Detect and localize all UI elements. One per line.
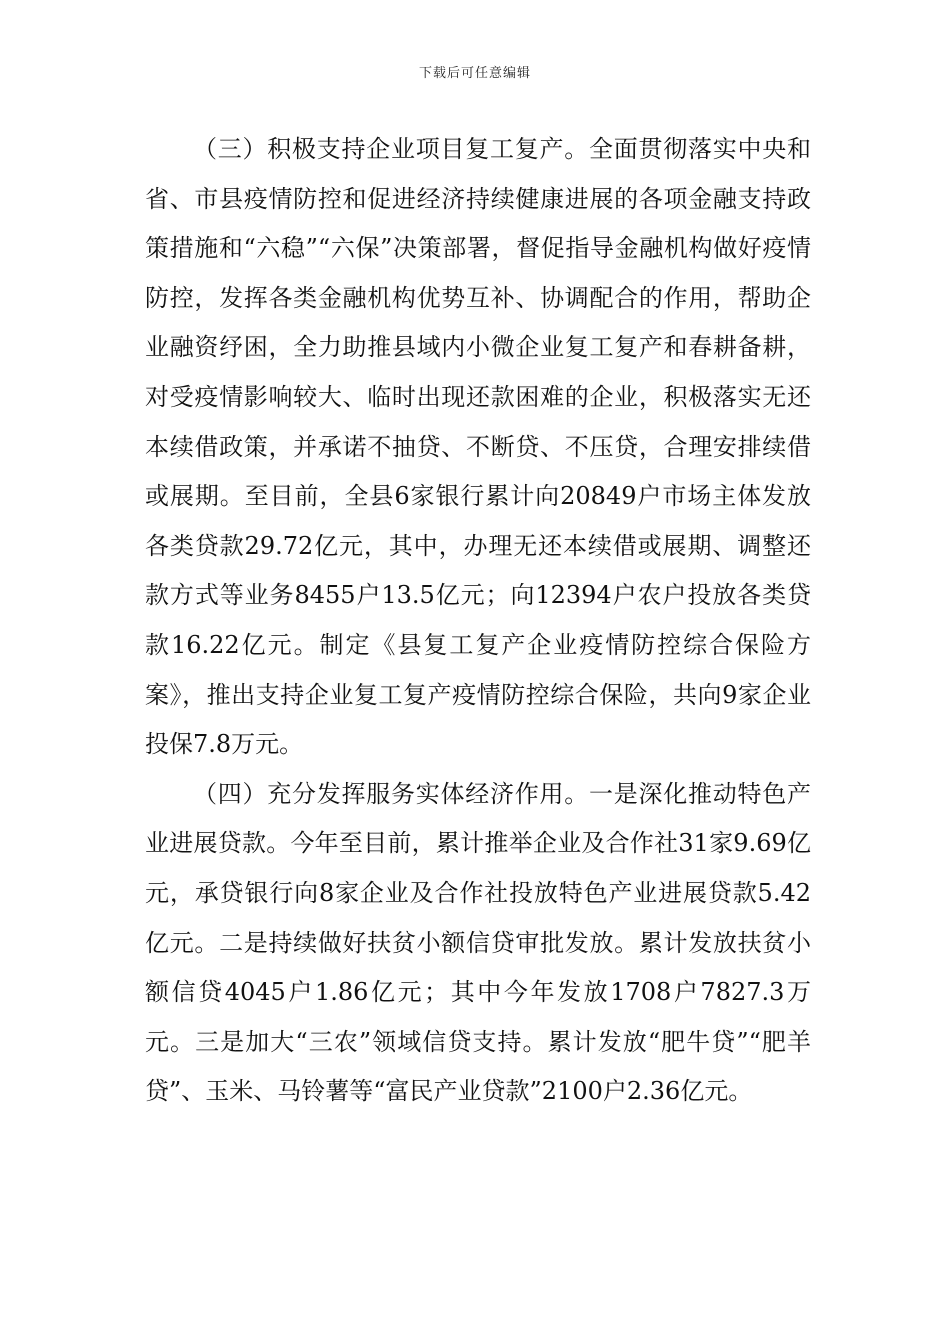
paragraph-section-four: （四）充分发挥服务实体经济作用。一是深化推动特色产业进展贷款。今年至目前，累计推举企业及合作社31家9.69亿元，承贷银行向8家企业及合作社投放特色产业进展贷款5.42亿元。二是持续做好扶贫小额信贷审批发放。累计发放扶贫小额信贷4045户1.86亿元；其中今年发放1708户7827.3万元。三是加大“三农”领域信贷支持。累计发放“肥牛贷”“肥羊贷”、玉米、马铃薯等“富民产业贷款”2100户2.36亿元。 xyxy=(145,779,811,1106)
paragraph-section-three: （三）积极支持企业项目复工复产。全面贯彻落实中央和省、市县疫情防控和促进经济持续健康进展的各项金融支持政策措施和“六稳”“六保”决策部署，督促指导金融机构做好疫情防控，发挥各类金融机构优势互补、协调配合的作用，帮助企业融资纾困，全力助推县域内小微企业复工复产和春耕备耕，对受疫情影响较大、临时出现还款困难的企业，积极落实无还本续借政策，并承诺不抽贷、不断贷、不压贷，合理安排续借或展期。至目前，全县6家银行累计向20849户市场主体发放各类贷款29.72亿元，其中，办理无还本续借或展期、调整还款方式等业务8455户13.5亿元；向12394户农户投放各类贷款16.22亿元。制定《县复工复产企业疫情防控综合保险方案》，推出支持企业复工复产疫情防控综合保险，共向9家企业投保7.8万元。 xyxy=(145,135,811,759)
page-header-note: 下载后可任意编辑 xyxy=(418,66,531,81)
document-body xyxy=(145,125,811,1117)
